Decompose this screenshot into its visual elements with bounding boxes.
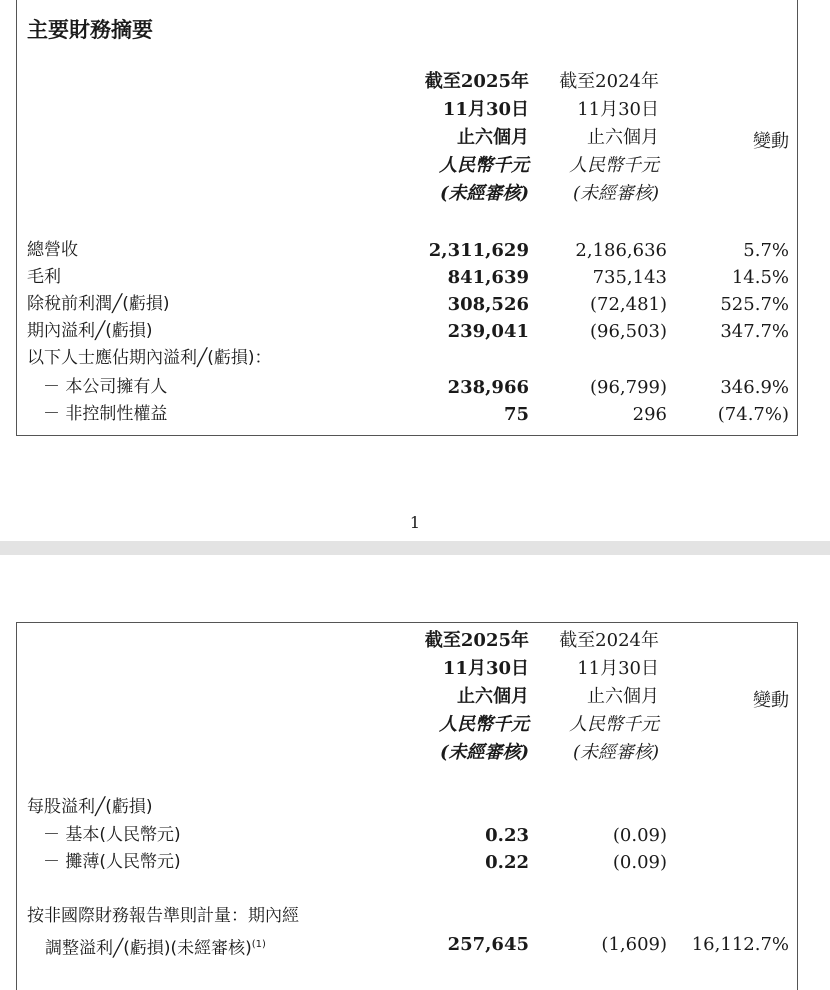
column-header-change: 變動 (753, 131, 789, 152)
page-separator (0, 541, 830, 555)
table-row (17, 794, 799, 821)
header-line: 11月30日 (577, 99, 659, 120)
row-label: － 基本(人民幣元) (43, 825, 181, 845)
header-line: 11月30日 (442, 658, 529, 679)
row-label: 總營收 (27, 240, 78, 260)
table-row (17, 401, 799, 428)
value-change: 346.9% (720, 377, 789, 398)
row-label: － 本公司擁有人 (43, 377, 168, 397)
header-line: (未經審核) (572, 183, 659, 204)
adjusted-profit-label: 調整溢利╱(虧損)(未經審核) (45, 938, 252, 959)
table-row (17, 345, 799, 372)
header-line: (未經審核) (439, 183, 529, 204)
section-title: 主要財務摘要 (27, 18, 153, 42)
table-row (17, 903, 799, 930)
header-line: 止六個月 (587, 127, 659, 148)
header-line: 截至2024年 (559, 630, 659, 651)
eps-table (16, 622, 798, 990)
row-label: 按非國際財務報告準則計量：期內經 (27, 906, 299, 926)
header-line: 人民幣千元 (569, 714, 659, 735)
row-label: 毛利 (27, 267, 61, 287)
page-number: 1 (409, 513, 421, 532)
value-2025: 308,526 (447, 294, 529, 315)
value-2025: 0.23 (485, 825, 529, 846)
row-label: 除稅前利潤╱(虧損) (27, 294, 170, 314)
value-2025: 238,966 (447, 377, 529, 398)
value-2024: 296 (632, 404, 667, 425)
header-line: 11月30日 (577, 658, 659, 679)
value-2024: 735,143 (592, 267, 667, 288)
table-row (17, 374, 799, 401)
table-row (17, 849, 799, 876)
value-2025: 239,041 (447, 321, 529, 342)
row-label: － 攤薄(人民幣元) (43, 852, 181, 872)
value-change: 5.7% (743, 240, 789, 261)
header-line: 止六個月 (457, 686, 529, 707)
header-line: 11月30日 (442, 99, 529, 120)
table-row (17, 822, 799, 849)
row-label: － 非控制性權益 (43, 404, 168, 424)
financial-summary-table (16, 0, 798, 436)
value-2025: 75 (503, 404, 529, 425)
value-2025: 2,311,629 (428, 240, 529, 261)
column-header-2024 (517, 627, 659, 767)
header-line: 截至2025年 (424, 630, 529, 651)
value-2024: (1,609) (601, 934, 667, 955)
value-2025: 257,645 (447, 934, 529, 955)
row-label: 期內溢利╱(虧損) (27, 321, 153, 341)
value-2024: (72,481) (589, 294, 667, 315)
value-2024: (0.09) (612, 852, 667, 873)
column-header-2025 (347, 627, 529, 767)
header-line: 止六個月 (587, 686, 659, 707)
value-change: 14.5% (731, 267, 789, 288)
value-change: 347.7% (720, 321, 789, 342)
value-2024: (0.09) (612, 825, 667, 846)
table-row (17, 237, 799, 264)
header-line: 截至2025年 (424, 71, 529, 92)
header-line: 人民幣千元 (439, 714, 529, 735)
row-label: 每股溢利╱(虧損) (27, 797, 153, 817)
table-row (17, 931, 799, 958)
row-label (45, 931, 266, 963)
column-header-2025 (347, 68, 529, 208)
document-page-2 (0, 555, 830, 990)
header-line: 止六個月 (457, 127, 529, 148)
table-row (17, 264, 799, 291)
column-header-2024 (517, 68, 659, 208)
column-header-change: 變動 (753, 690, 789, 711)
value-change: 525.7% (720, 294, 789, 315)
value-change: (74.7%) (717, 404, 789, 425)
footnote-marker: (1) (251, 939, 266, 950)
header-line: 人民幣千元 (569, 155, 659, 176)
header-line: 人民幣千元 (439, 155, 529, 176)
value-2024: (96,799) (589, 377, 667, 398)
table-row (17, 318, 799, 345)
value-change: 16,112.7% (691, 934, 789, 955)
table-row (17, 291, 799, 318)
value-2024: 2,186,636 (575, 240, 667, 261)
header-line: (未經審核) (439, 742, 529, 763)
header-line: (未經審核) (572, 742, 659, 763)
value-2024: (96,503) (589, 321, 667, 342)
row-label: 以下人士應佔期內溢利╱(虧損)： (27, 348, 272, 368)
value-2025: 0.22 (485, 852, 529, 873)
header-line: 截至2024年 (559, 71, 659, 92)
value-2025: 841,639 (447, 267, 529, 288)
